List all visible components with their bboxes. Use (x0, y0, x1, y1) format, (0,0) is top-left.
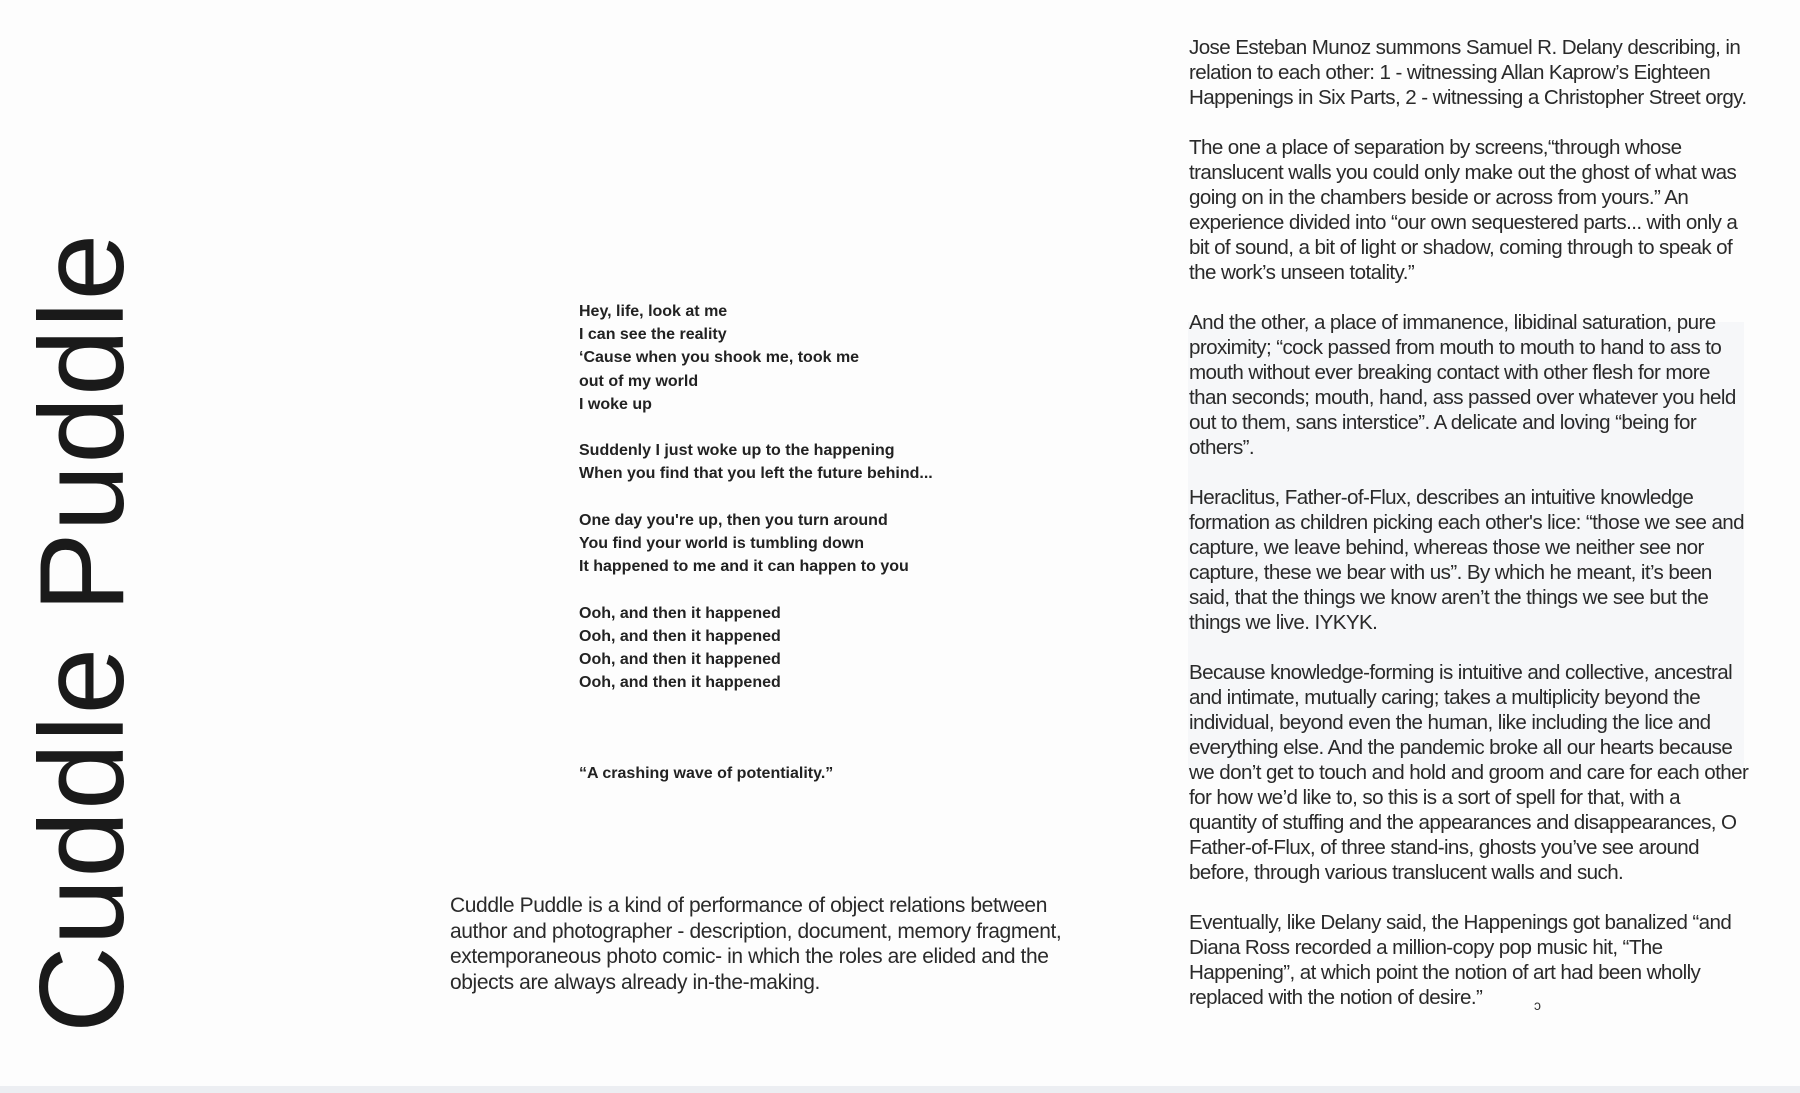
lyrics-stanza (579, 300, 1019, 416)
lyrics-stanza (579, 509, 1019, 579)
essay-paragraph: The one a place of separation by screens,“through whose translucent walls you could only make out the ghost of what was going on in the chambers beside or across from yours.” An experience divided into “our own sequestered parts... with only a bit of sound, a bit of light or shadow, coming through to speak of the work’s unseen totality.” (1189, 136, 1738, 284)
essay-paragraph: Eventually, like Delany said, the Happenings got banalized “and Diana Ross recorded a million-copy pop music hit, “The Happening”, at which point the notion of art had been wholly replaced with the notion of desire.” (1189, 911, 1732, 1009)
essay-paragraph: Heraclitus, Father-of-Flux, describes an intuitive knowledge formation as children picking each other's lice: “those we see and capture, we leave behind, whereas those we neither see nor capture, these we bear with us”. By which he meant, it’s been said, that the things we know aren’t the things we see but the things we live. IYKYK. (1189, 486, 1745, 634)
lyric-line: One day you're up, then you turn around (579, 511, 888, 529)
essay-paragraph: Because knowledge-forming is intuitive and collective, ancestral and intimate, mutually caring; takes a multiplicity beyond the individual, beyond even the human, like including the lice and everything else. And the pandemic broke all our hearts because we don’t get to touch and hold and groom and care for each other for how we’d like to, so this is a sort of spell for that, with a quantity of stuffing and the appearances and disappearances, O Father-of-Flux, of three stand-ins, ghosts you’ve see around before, through various translucent walls and such. (1189, 661, 1749, 884)
essay-paragraph: Jose Esteban Munoz summons Samuel R. Delany describing, in relation to each other: 1 - witnessing Allan Kaprow’s Eighteen Happenings in Six Parts, 2 - witnessing a Christopher Street orgy. (1189, 36, 1747, 109)
pull-quote: “A crashing wave of potentiality.” (579, 765, 834, 782)
essay-paragraph: And the other, a place of immanence, libidinal saturation, pure proximity; “cock passed from mouth to mouth to hand to ass to mouth without ever breaking contact with other flesh for more than seconds; mouth, hand, ass passed over whatever you held out to them, sans interstice”. A delicate and loving “being for others”. (1189, 311, 1736, 459)
intro-paragraph: Cuddle Puddle is a kind of performance of object relations between author and photographer - description, document, memory fragment, extemporaneous photo comic- in which the roles are elided and the objects are always already in-the-making. (450, 894, 1062, 994)
lyric-line: Hey, life, look at me (579, 303, 728, 320)
lyric-line: You find your world is tumbling down (579, 535, 865, 552)
lyrics-stanza (579, 439, 1019, 485)
lyric-line: Ooh, and then it happened (579, 604, 781, 622)
lyrics-stanza (579, 602, 1019, 695)
lyric-line: I woke up (579, 395, 652, 413)
lyric-line: ‘Cause when you shook me, took me (579, 349, 860, 367)
page-mark: ↄ (1534, 997, 1541, 1013)
lyric-line: Ooh, and then it happened (579, 651, 781, 668)
lyric-line: I can see the reality (579, 326, 727, 344)
essay-column (1189, 35, 1749, 1035)
lyric-line: out of my world (579, 372, 699, 390)
scan-edge (0, 1086, 1800, 1093)
page-title: Cuddle Puddle (15, 232, 149, 1033)
lyric-line: Ooh, and then it happened (579, 627, 781, 645)
lyric-line: Suddenly I just woke up to the happening (579, 442, 895, 460)
lyrics-block (579, 300, 1019, 718)
lyric-line: It happened to me and it can happen to you (579, 558, 909, 576)
lyric-line: Ooh, and then it happened (579, 674, 781, 692)
lyric-line: When you find that you left the future behind... (579, 465, 933, 483)
